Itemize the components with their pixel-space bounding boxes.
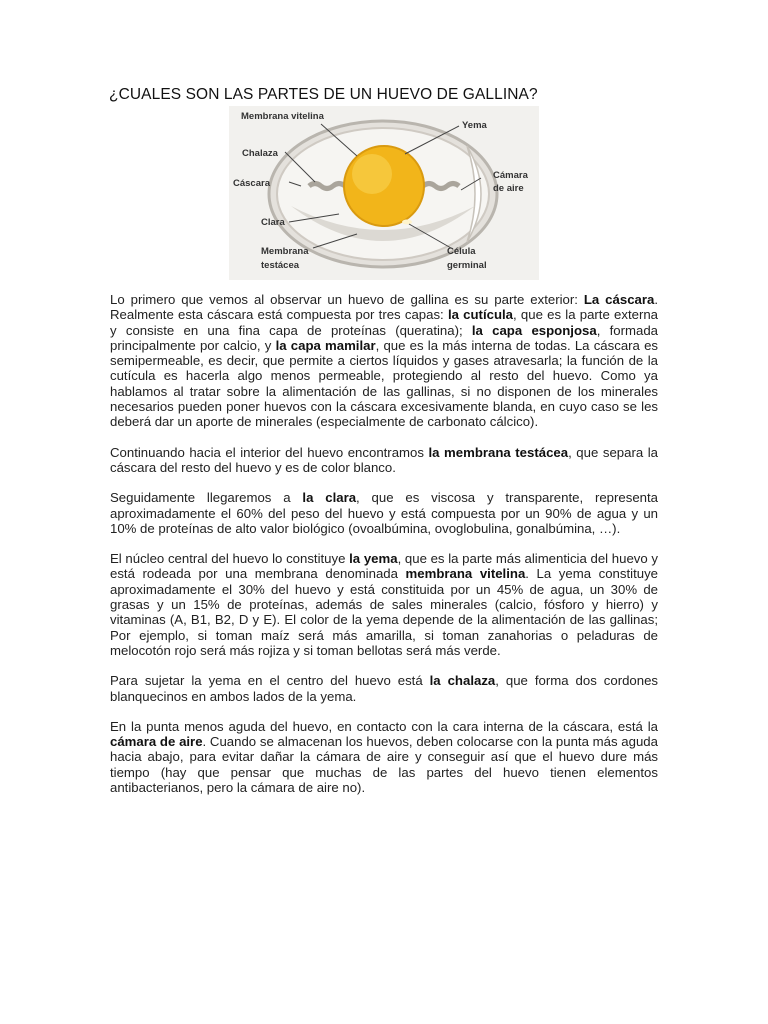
term-chalaza: la chalaza [429,673,496,689]
term-clara: la clara [302,490,357,506]
label-membrana-2: testácea [261,260,300,271]
term-membrana-vitelina: membrana vitelina [405,566,526,582]
term-capa-mamilar: la capa mamilar [275,337,376,353]
text-run: . Realmente esta cáscara está compuesta por tres capas: [110,292,658,323]
text-run: Lo primero que vemos al observar un huevo de gallina es su parte exterior: [110,292,584,307]
label-cascara: Cáscara [233,178,270,189]
paragraph-clara [110,490,658,536]
label-celula-1: Célula [447,246,476,257]
paragraph-membrana-testacea [110,445,658,476]
text-run: , que es viscosa y transparente, representa aproximadamente el 60% del peso del huevo y está compuesta por un 90% de agua y un 10% de proteínas de alto valor biológico (ovoalbúmina, ovoglobulina, gonalbúmina, …). [110,490,658,536]
label-chalaza: Chalaza [242,148,278,159]
yolk-highlight [352,154,392,194]
body-text [110,292,658,810]
label-celula-2: germinal [447,260,487,271]
term-capa-esponjosa: la capa esponjosa [471,322,597,338]
term-yema: la yema [349,551,398,567]
text-run: En la punta menos aguda del huevo, en contacto con la cara interna de la cáscara, está la [110,718,658,734]
label-clara: Clara [261,217,285,228]
text-run: Continuando hacia el interior del huevo encontramos [110,444,429,460]
label-membrana-1: Membrana [261,246,309,257]
term-camara-de-aire: cámara de aire [110,734,203,750]
text-run: Para sujetar la yema en el centro del huevo está [110,673,430,689]
term-cascara: La cáscara [583,292,655,307]
egg-diagram [229,106,539,280]
label-yema: Yema [462,120,487,131]
paragraph-chalaza [110,673,658,704]
text-run: , que separa la cáscara del resto del huevo y es de color blanco. [110,444,658,475]
text-run: , que forma dos cordones blanquecinos en ambos lados de la yema. [110,673,659,704]
text-run: , que es la parte más alimenticia del huevo y está rodeada por una membrana denominada [110,551,658,582]
label-camara-2: de aire [493,183,524,194]
paragraph-cascara [110,292,658,430]
germinal-disc [402,220,412,225]
term-membrana-testacea: la membrana testácea [428,444,569,460]
label-membrana-vitelina: Membrana vitelina [241,111,324,122]
term-cuticula: la cutícula [447,307,514,323]
text-run: . La yema constituye aproximadamente el 30% del huevo y está constituida por un 45% de agua, un 30% de grasas y un 15% de proteínas, además de sales minerales (calcio, fósforo y hierro) y vitaminas (A, B1, B2, D y E). El color de la yema depende de la alimentación de las gallinas; Por ejemplo, si toman maíz será más amarilla, si toman zanahorias o peladuras de melocotón rojo será más rojiza y si toman bellotas será más verde. [110,566,658,658]
page-title: ¿CUALES SON LAS PARTES DE UN HUEVO DE GALLINA? [109,86,538,103]
egg-diagram-svg [229,106,539,280]
text-run: , formada principalmente por calcio, y [110,322,658,353]
text-run: , que es la parte externa y consiste en una fina capa de proteínas (queratina); [110,307,659,338]
paragraph-camara-de-aire [110,719,658,795]
label-camara-1: Cámara [493,170,528,181]
text-run: Seguidamente llegaremos a [110,490,303,506]
text-run: . Cuando se almacenan los huevos, deben colocarse con la punta más aguda hacia abajo, para evitar dañar la cámara de aire y conseguir así que el huevo dure más tiempo (hay que pensar que muchas de las partes del huevo tienen elementos antibacterianos, pero la cámara de aire no). [110,734,658,796]
paragraph-yema [110,551,658,658]
text-run: El núcleo central del huevo lo constituye [110,551,350,567]
text-run: , que es la más interna de todas. La cáscara es semipermeable, es decir, que permite a ciertos líquidos y gases atravesarla; la función de la cutícula es hacerla algo menos permeable, protegiendo al resto del huevo. Como ya hablamos al tratar sobre la alimentación de las gallinas, si no disponen de los minerales necesarios pueden poner huevos con la cáscara excesivamente blanda, en cuyo caso se les deberá dar un aporte de minerales (especialmente de carbonato cálcico). [110,337,659,430]
